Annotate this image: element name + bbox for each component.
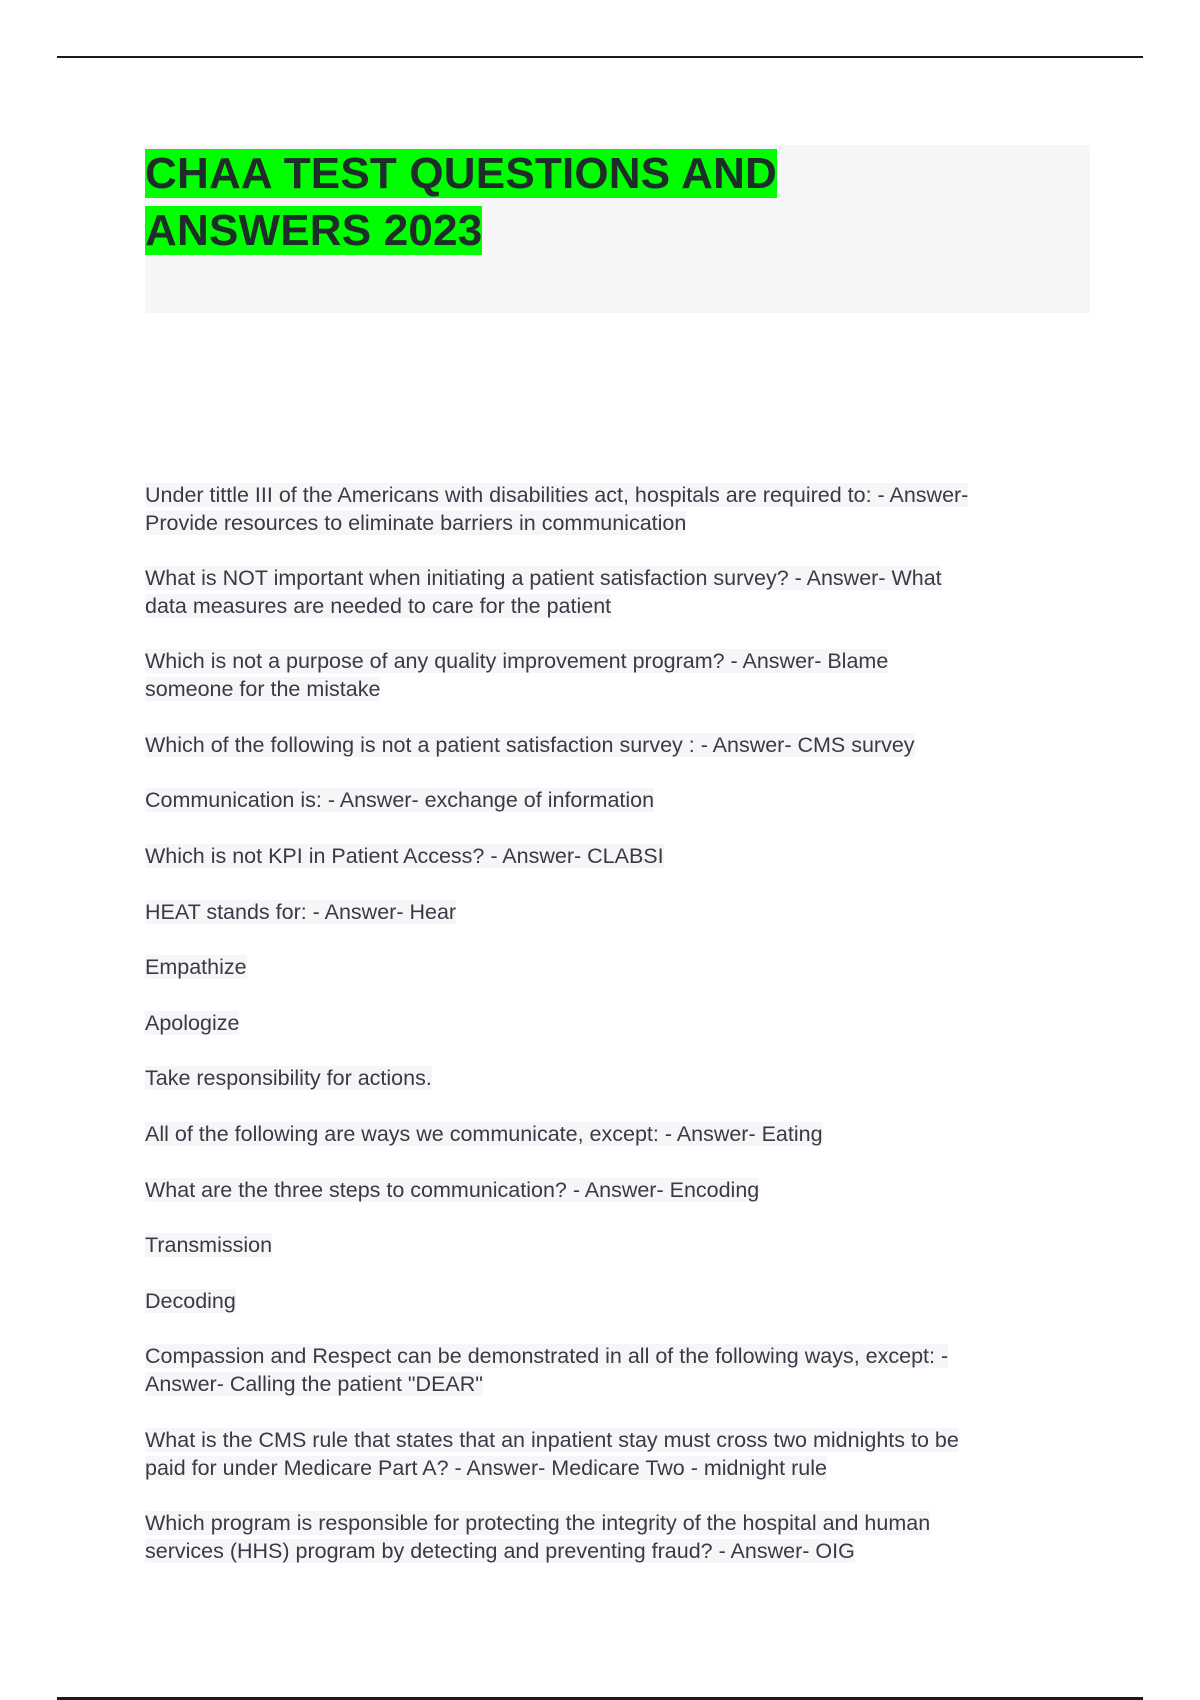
qa-line: What is the CMS rule that states that an inpatient stay must cross two midnights to be — [145, 1428, 959, 1452]
qa-line: Provide resources to eliminate barriers in communication — [145, 511, 687, 535]
qa-line: Apologize — [145, 1011, 240, 1035]
document-title — [145, 145, 1090, 259]
qa-entry — [145, 1064, 432, 1092]
qa-line: What is NOT important when initiating a patient satisfaction survey? - Answer- What — [145, 566, 942, 590]
qa-line: All of the following are ways we communicate, except: - Answer- Eating — [145, 1122, 823, 1146]
qa-line: someone for the mistake — [145, 677, 381, 701]
qa-entry — [145, 1426, 959, 1482]
qa-entry — [145, 481, 968, 537]
qa-entry — [145, 898, 456, 926]
qa-entry — [145, 647, 888, 703]
qa-entry — [145, 564, 942, 620]
qa-line: Decoding — [145, 1289, 236, 1313]
qa-entry — [145, 842, 664, 870]
qa-line: services (HHS) program by detecting and preventing fraud? - Answer- OIG — [145, 1539, 855, 1563]
qa-line: data measures are needed to care for the patient — [145, 594, 612, 618]
top-rule — [57, 56, 1143, 58]
qa-entry — [145, 1287, 236, 1315]
qa-line: Which is not KPI in Patient Access? - Answer- CLABSI — [145, 844, 664, 868]
qa-line: Which program is responsible for protecting the integrity of the hospital and human — [145, 1511, 931, 1535]
qa-entry — [145, 1342, 948, 1398]
qa-line: Compassion and Respect can be demonstrated in all of the following ways, except: - — [145, 1344, 949, 1368]
qa-line: Answer- Calling the patient "DEAR" — [145, 1372, 483, 1396]
qa-line: Take responsibility for actions. — [145, 1066, 432, 1090]
qa-line: HEAT stands for: - Answer- Hear — [145, 900, 457, 924]
qa-line: paid for under Medicare Part A? - Answer- Medicare Two - midnight rule — [145, 1456, 827, 1480]
title-block — [145, 145, 1090, 313]
document-body — [145, 145, 1090, 1563]
title-line-1: CHAA TEST QUESTIONS AND — [145, 149, 778, 198]
qa-entry — [145, 731, 915, 759]
qa-line: Which of the following is not a patient satisfaction survey : - Answer- CMS survey — [145, 733, 915, 757]
title-line-2: ANSWERS 2023 — [145, 206, 483, 255]
qa-entry — [145, 786, 654, 814]
qa-line: Which is not a purpose of any quality improvement program? - Answer- Blame — [145, 649, 889, 673]
qa-line: What are the three steps to communication? - Answer- Encoding — [145, 1178, 760, 1202]
qa-line: Transmission — [145, 1233, 273, 1257]
qa-line: Empathize — [145, 955, 247, 979]
qa-entry — [145, 1509, 930, 1565]
qa-entry — [145, 1231, 272, 1259]
qa-line: Communication is: - Answer- exchange of information — [145, 788, 655, 812]
qa-entry — [145, 953, 247, 981]
qa-entry — [145, 1120, 823, 1148]
qa-entry — [145, 1176, 759, 1204]
qa-entry — [145, 1009, 239, 1037]
qa-line: Under tittle III of the Americans with disabilities act, hospitals are required to: - Answer- — [145, 483, 969, 507]
